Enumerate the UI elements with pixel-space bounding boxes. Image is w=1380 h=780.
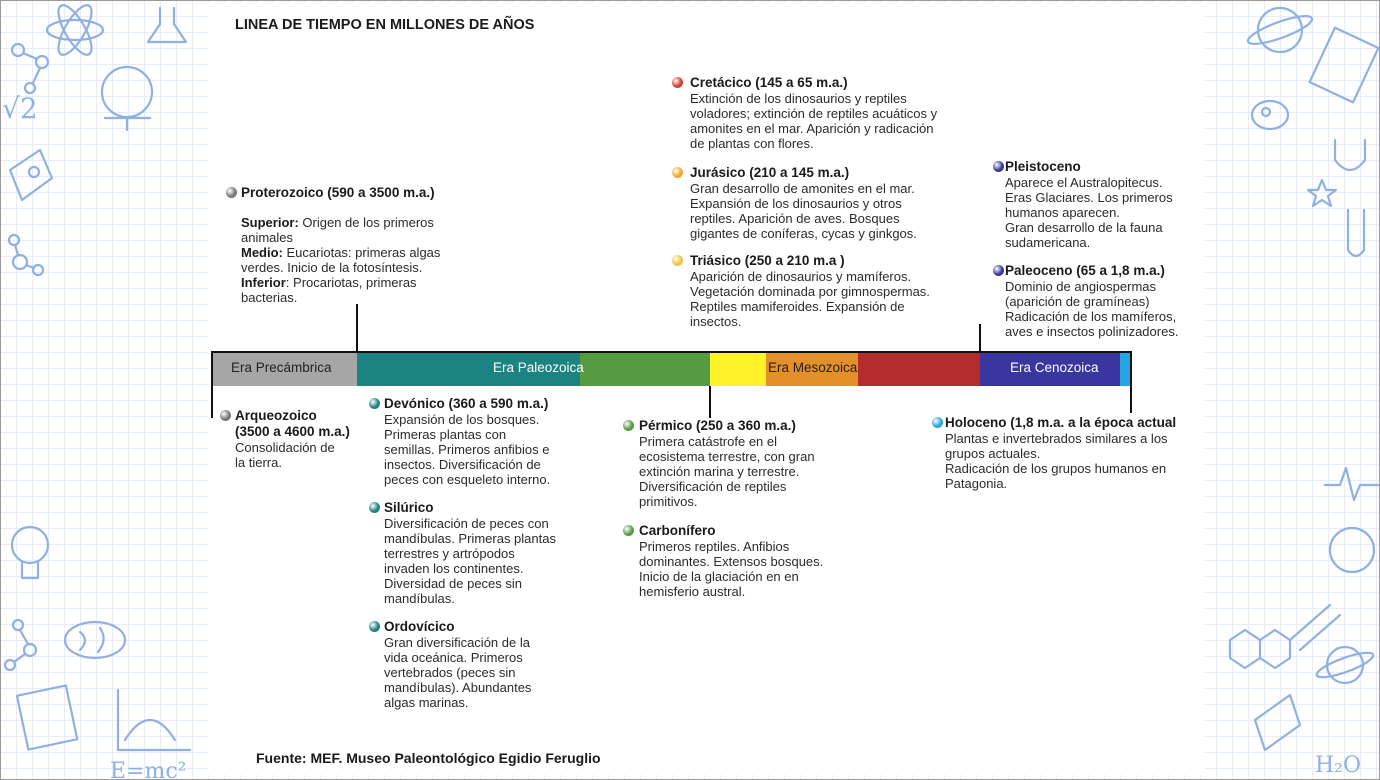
paleozoico-mesozoico-connector: [709, 386, 711, 418]
pleistoceno-description: Aparece el Australopitecus. Eras Glaciares. Los primeros humanos aparecen. Gran desarrollo de la fauna sudamericana.: [1005, 175, 1173, 250]
cretacico-description: Extinción de los dinosaurios y reptiles voladores; extinción de reptiles acuáticos y amonites en el mar. Aparición y radicación de plantas con flores.: [690, 91, 938, 151]
document-icon: [1310, 28, 1379, 103]
microbe-icon: [1252, 101, 1288, 129]
arqueozoico-entry: [235, 408, 353, 470]
source-caption: Fuente: MEF. Museo Paleontológico Egidio Feruglio: [256, 750, 601, 766]
triasico-heading: Triásico (250 a 210 m.a ): [690, 253, 845, 268]
rocket-bottom-icon: [1255, 695, 1300, 750]
proterozoico-superior: Superior: Origen de los primeros animales: [241, 215, 434, 245]
graph-icon: [118, 690, 190, 750]
arqueozoico-dot: [220, 410, 231, 421]
planet-icon: [1245, 8, 1314, 52]
bar-segment-triasico: [710, 352, 766, 386]
silurico-heading: Silúrico: [384, 500, 434, 515]
devonico-heading: Devónico (360 a 590 m.a.): [384, 396, 549, 411]
permico-dot: [623, 420, 634, 431]
silurico-description: Diversificación de peces con mandíbulas. Primeras plantas terrestres y artrópodos invaden los continentes. Diversidad de peces sin mandíbulas.: [384, 516, 556, 606]
flask-icon: [148, 8, 186, 42]
syringe-icon: [1290, 605, 1340, 650]
timeline-top-border: [211, 351, 1132, 353]
cretacico-entry: [690, 75, 990, 151]
atom-icon: [47, 1, 103, 59]
test-tube-icon: [1348, 210, 1364, 256]
formula-h2o: H₂O: [1315, 753, 1362, 778]
devonico-entry: [384, 396, 599, 487]
jurasico-description: Gran desarrollo de amonites en el mar. Expansión de los dinosaurios y otros reptiles. Aparición de aves. Bosques gigantes de coníferas, cycas y ginkgos.: [690, 181, 917, 241]
ordovicico-entry: [384, 619, 599, 710]
page-title: LINEA DE TIEMPO EN MILLONES DE AÑOS: [235, 17, 535, 33]
pleistoceno-entry: [1005, 159, 1205, 250]
globe-right-icon: [1330, 528, 1374, 572]
molecule-small-icon: [9, 235, 43, 275]
bar-segment-paleozoico-b: [580, 352, 710, 386]
proterozoico-heading: Proterozoico (590 a 3500 m.a.): [241, 185, 435, 200]
permico-description: Primera catástrofe en el ecosistema terrestre, con gran extinción marina y terrestre. Diversificación de reptiles primitivos.: [639, 434, 815, 509]
molecule-icon: [12, 44, 48, 93]
timeline-end-tick: [1130, 351, 1132, 413]
arqueozoico-heading: Arqueozoico (3500 a 4600 m.a.): [235, 408, 350, 439]
formula-sqrt2: √2: [2, 92, 38, 125]
carbonifero-entry: [639, 523, 864, 599]
carbonifero-description: Primeros reptiles. Anfibios dominantes. Extensos bosques. Inicio de la glaciación en en hemisferio austral.: [639, 539, 824, 599]
paleoceno-description: Dominio de angiospermas (aparición de gramíneas) Radicación de los mamíferos, aves e insectos polinizadores.: [1005, 279, 1179, 339]
jurasico-entry: [690, 165, 990, 241]
formula-emc2: E=mc²: [110, 759, 187, 780]
era-label-cenozoica: Era Cenozoica: [1010, 360, 1099, 375]
silurico-entry: [384, 500, 599, 606]
triasico-entry: [690, 253, 990, 329]
devonico-dot: [369, 398, 380, 409]
devonico-description: Expansión de los bosques. Primeras plantas con semillas. Primeros anfibios e insectos. Diversificación de peces con esqueleto interno.: [384, 412, 551, 487]
silurico-dot: [369, 502, 380, 513]
planet-bottom-icon: [1314, 647, 1375, 683]
brain-icon: [65, 622, 125, 658]
jurasico-dot: [672, 167, 683, 178]
cretacico-heading: Cretácico (145 a 65 m.a.): [690, 75, 848, 90]
era-label-paleozoica: Era Paleozoica: [493, 360, 584, 375]
carbonifero-dot: [623, 525, 634, 536]
star-icon: [1308, 180, 1336, 206]
ordovicico-description: Gran diversificación de la vida oceánica. Primeros vertebrados (peces sin mandíbulas). Abundantes algas marinas.: [384, 635, 532, 710]
molecule-bottom-icon: [5, 620, 36, 670]
ordovicico-heading: Ordovícico: [384, 619, 455, 634]
paleoceno-entry: [1005, 263, 1205, 339]
holoceno-description: Plantas e invertebrados similares a los grupos actuales. Radicación de los grupos humanos en Patagonia.: [945, 431, 1168, 491]
jurasico-heading: Jurásico (210 a 145 m.a.): [690, 165, 850, 180]
carbonifero-heading: Carbonífero: [639, 523, 716, 538]
proterozoico-inferior: Inferior: Procariotas, primeras bacterias.: [241, 275, 417, 305]
globe-icon: [102, 67, 152, 130]
abacus-icon: [17, 685, 77, 749]
proterozoico-entry: [241, 185, 476, 305]
magnet-icon: [1335, 140, 1365, 170]
proterozoico-connector: [356, 304, 358, 352]
era-label-precambrica: Era Precámbrica: [231, 360, 332, 375]
ordovicico-dot: [369, 621, 380, 632]
holoceno-entry: [945, 415, 1205, 491]
era-label-mesozoica: Era Mesozoica: [768, 360, 858, 375]
triasico-dot: [672, 255, 683, 266]
timeline-start-tick: [211, 351, 213, 418]
heartbeat-icon: [1325, 468, 1378, 500]
permico-heading: Pérmico (250 a 360 m.a.): [639, 418, 796, 433]
triasico-description: Aparición de dinosaurios y mamíferos. Vegetación dominada por gimnospermas. Reptiles mamiferoides. Expansión de insectos.: [690, 269, 930, 329]
proterozoico-dot: [226, 187, 237, 198]
bar-segment-cretacico: [858, 352, 980, 386]
permico-entry: [639, 418, 864, 509]
pleistoceno-heading: Pleistoceno: [1005, 159, 1081, 174]
lightbulb-icon: [12, 527, 48, 578]
cretacico-dot: [672, 77, 683, 88]
holoceno-dot: [932, 417, 943, 428]
proterozoico-medio: Medio: Eucariotas: primeras algas verdes. Inicio de la fotosíntesis.: [241, 245, 441, 275]
paleoceno-dot: [993, 265, 1004, 276]
paleoceno-heading: Paleoceno (65 a 1,8 m.a.): [1005, 263, 1165, 278]
holoceno-heading: Holoceno (1,8 m.a. a la época actual: [945, 415, 1177, 430]
pleistoceno-dot: [993, 161, 1004, 172]
rocket-icon: [10, 150, 52, 200]
arqueozoico-description: Consolidación de la tierra.: [235, 440, 335, 470]
hexagon-molecule-icon: [1230, 630, 1290, 668]
